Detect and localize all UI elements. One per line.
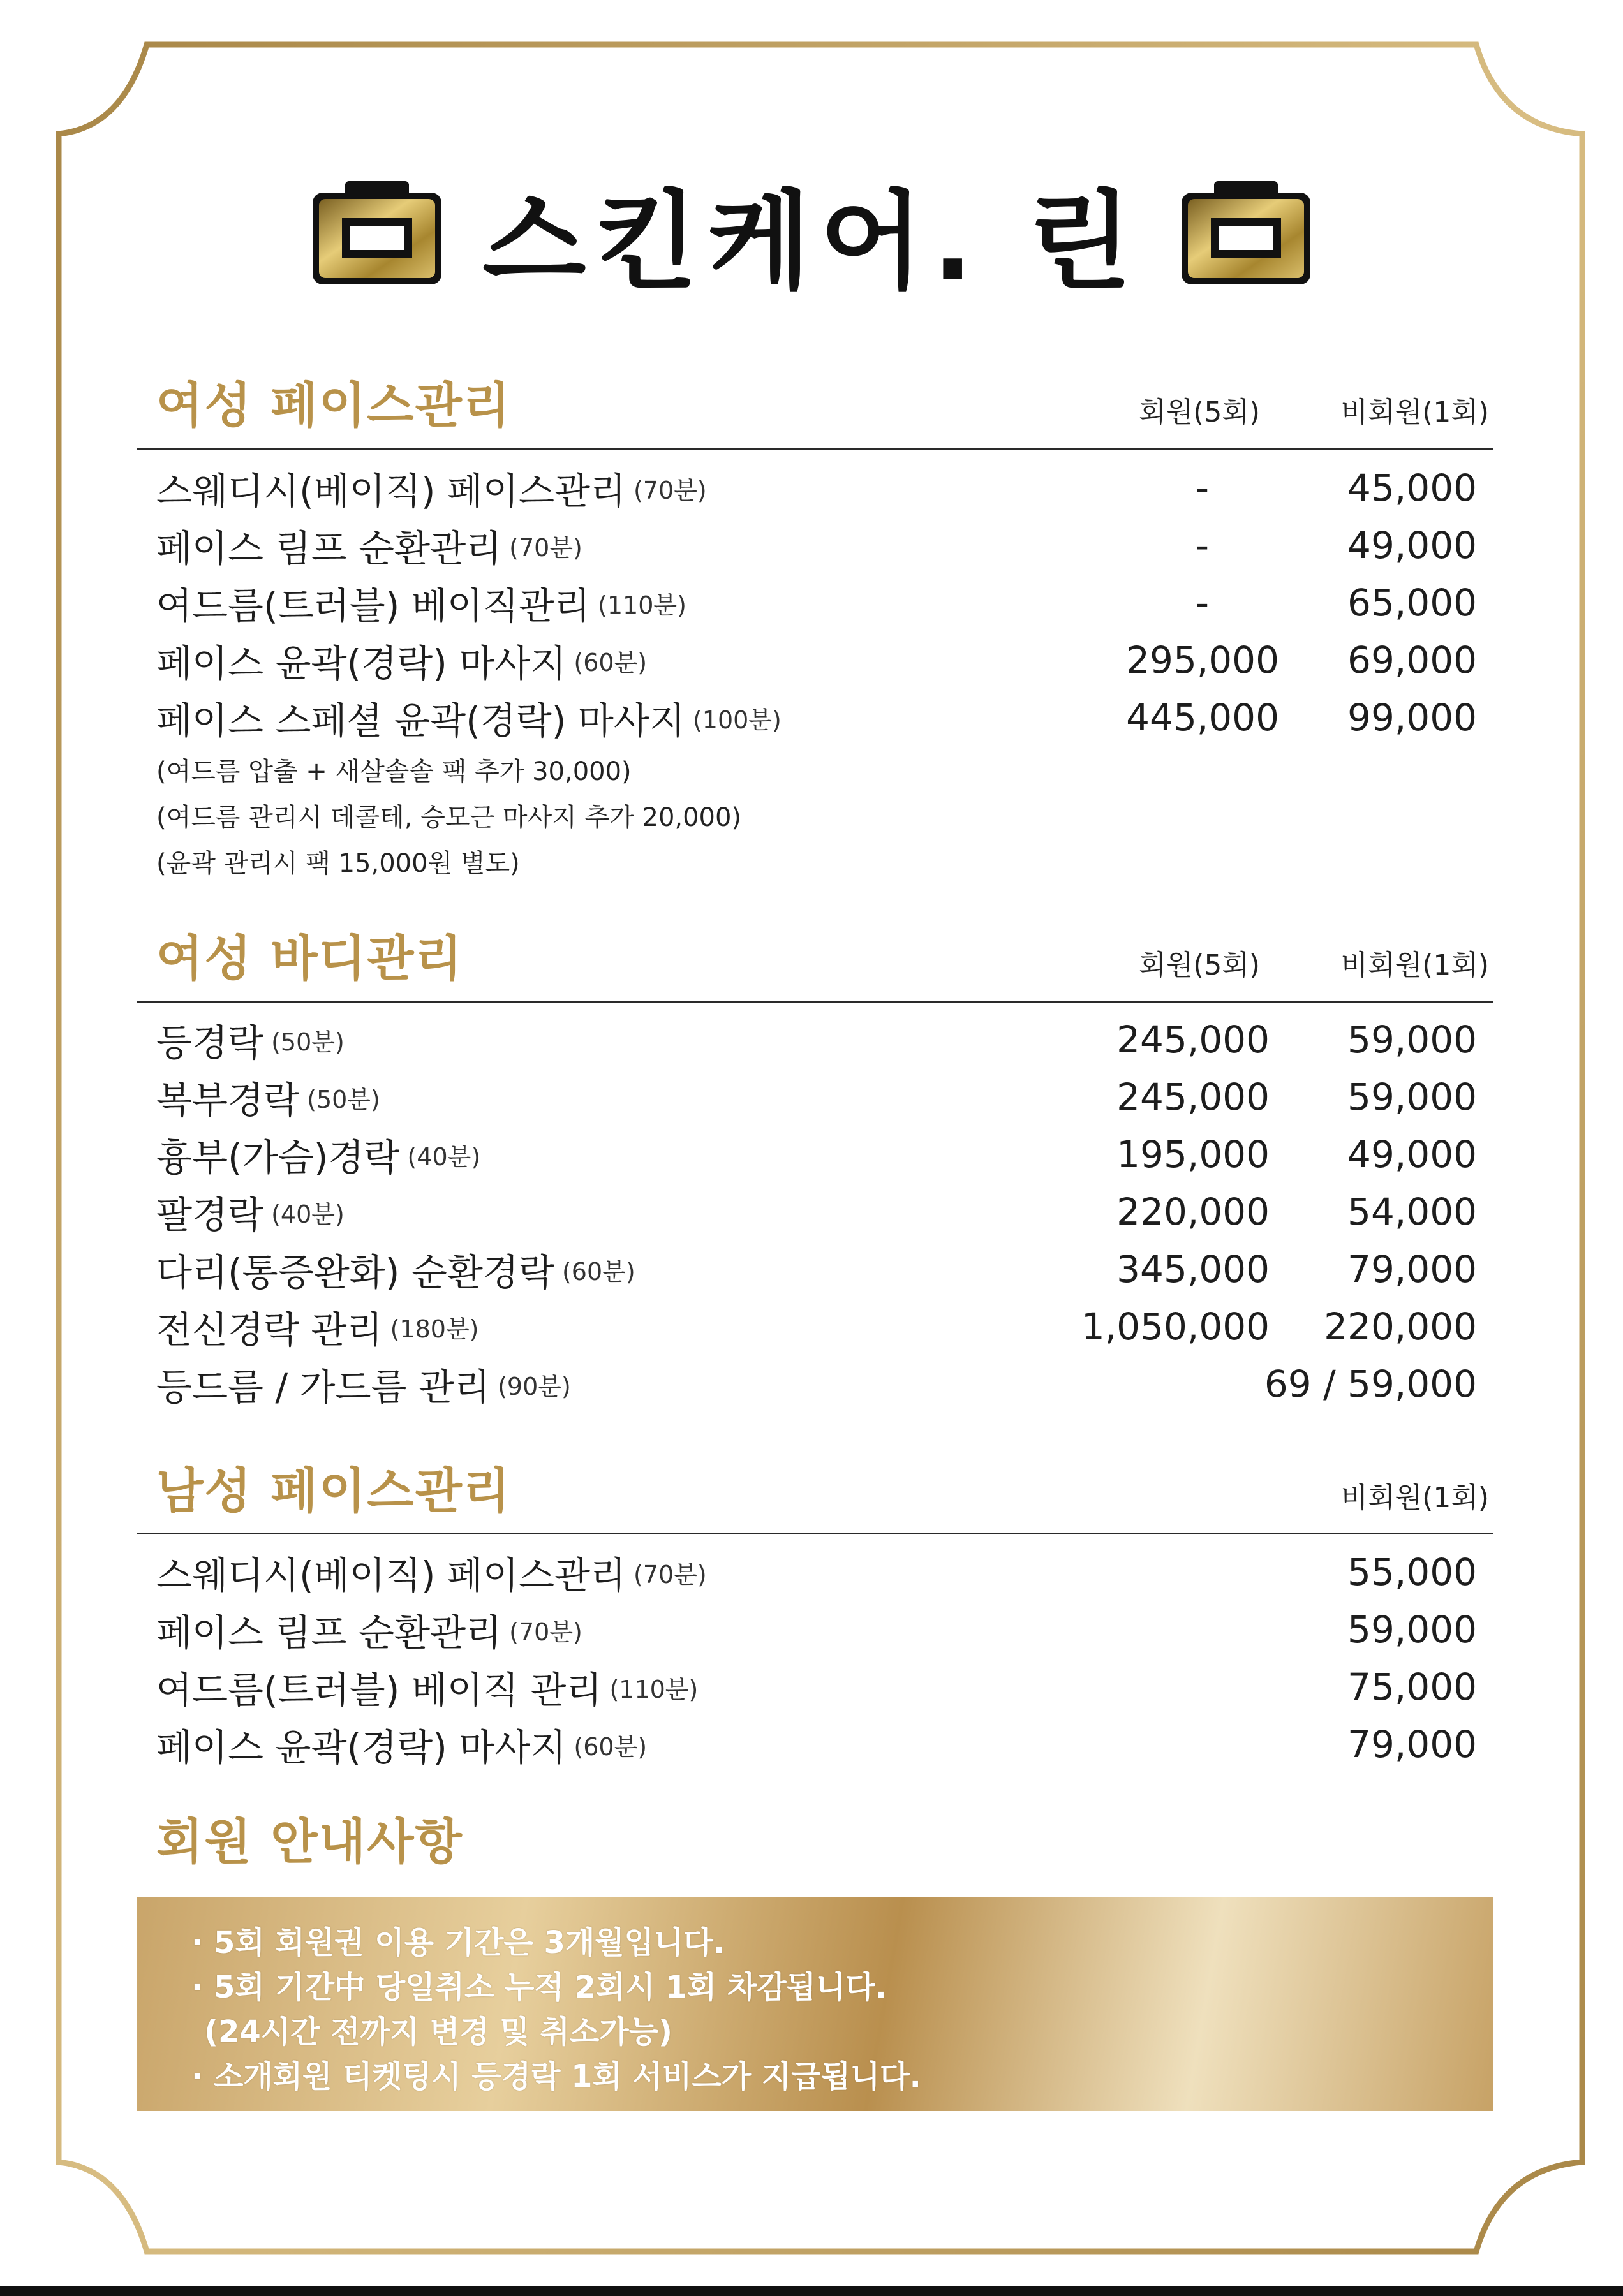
section-member-info-header — [156, 1813, 1493, 1883]
service-name: 스웨디시(베이직) 페이스관리 — [156, 469, 626, 513]
member-price: - — [1196, 581, 1209, 624]
member-price: 195,000 — [1116, 1133, 1270, 1176]
member-price: 445,000 — [1126, 696, 1279, 739]
service-name: 등경락 — [156, 1021, 264, 1064]
nonmember-price: 79,000 — [1347, 1723, 1477, 1766]
price-row — [156, 689, 1477, 746]
info-line: · 소개회원 티켓팅시 등경락 1회 서비스가 지급됩니다. — [191, 2059, 921, 2094]
member-price: 1,050,000 — [1081, 1305, 1270, 1348]
service-duration: (90분) — [498, 1372, 571, 1401]
header — [0, 172, 1623, 304]
column-header-nonmember: 비회원(1회) — [1340, 396, 1489, 429]
service-duration: (60분) — [561, 1257, 635, 1286]
service-duration: (180분) — [390, 1314, 479, 1343]
note: (여드름 관리시 데콜테, 승모근 마사지 추가 20,000) — [156, 803, 742, 832]
member-price: 345,000 — [1116, 1247, 1270, 1291]
divider — [137, 1001, 1493, 1003]
service-duration: (70분) — [634, 476, 707, 504]
service-name: 페이스 림프 순환관리 — [156, 527, 502, 570]
service-duration: (70분) — [634, 1560, 707, 1589]
nonmember-price: 220,000 — [1324, 1305, 1477, 1348]
service-duration: (110분) — [598, 591, 686, 619]
service-duration: (50분) — [307, 1085, 380, 1114]
nonmember-price: 59,000 — [1347, 1608, 1477, 1651]
nonmember-price: 49,000 — [1347, 1133, 1477, 1176]
price-row — [156, 1716, 1477, 1773]
service-name: 페이스 윤곽(경락) 마사지 — [156, 1726, 567, 1769]
info-line: (24시간 전까지 변경 및 취소가능) — [204, 2014, 672, 2050]
price-row — [156, 574, 1477, 631]
member-price: 245,000 — [1116, 1075, 1270, 1119]
section-title: 여성 페이스관리 — [156, 377, 512, 434]
camera-icon — [1179, 179, 1313, 287]
section-title: 남성 페이스관리 — [156, 1462, 512, 1519]
member-price: 295,000 — [1126, 638, 1279, 682]
nonmember-price: 45,000 — [1347, 466, 1477, 510]
nonmember-price: 59,000 — [1347, 1018, 1477, 1061]
service-duration: (100분) — [692, 705, 782, 734]
divider — [137, 1533, 1493, 1534]
member-price: 220,000 — [1116, 1190, 1270, 1233]
nonmember-price: 69 / 59,000 — [1264, 1362, 1477, 1406]
service-duration: (60분) — [574, 1732, 648, 1761]
price-row — [156, 459, 1477, 517]
price-row — [156, 1183, 1477, 1240]
price-row — [156, 1298, 1477, 1355]
member-price: - — [1196, 466, 1209, 510]
section-men-face-header — [156, 1462, 1493, 1532]
page-title: 스킨케어. 린 — [482, 179, 1141, 304]
price-row — [156, 1240, 1477, 1298]
service-name: 다리(통증완화) 순환경락 — [156, 1251, 554, 1294]
divider — [137, 448, 1493, 450]
service-duration: (70분) — [509, 1617, 582, 1646]
note: (윤곽 관리시 팩 15,000원 별도) — [156, 849, 520, 878]
nonmember-price: 49,000 — [1347, 524, 1477, 567]
service-duration: (60분) — [574, 648, 648, 677]
price-row — [156, 517, 1477, 574]
price-row — [156, 1658, 1477, 1716]
price-row — [156, 1601, 1477, 1658]
column-header-nonmember: 비회원(1회) — [1340, 1482, 1489, 1514]
info-line: · 5회 회원권 이용 기간은 3개월입니다. — [191, 1925, 725, 1961]
nonmember-price: 54,000 — [1347, 1190, 1477, 1233]
nonmember-price: 55,000 — [1347, 1550, 1477, 1594]
service-name: 페이스 림프 순환관리 — [156, 1611, 502, 1654]
camera-icon — [310, 179, 444, 287]
nonmember-price: 99,000 — [1347, 696, 1477, 739]
price-row — [156, 1068, 1477, 1126]
section-women-body-header — [156, 929, 1493, 999]
nonmember-price: 65,000 — [1347, 581, 1477, 624]
column-header-nonmember: 비회원(1회) — [1340, 949, 1489, 982]
column-header-member: 회원(5회) — [1139, 949, 1260, 982]
service-name: 팔경락 — [156, 1193, 264, 1237]
service-duration: (40분) — [271, 1200, 345, 1228]
member-price: - — [1196, 524, 1209, 567]
price-row — [156, 631, 1477, 689]
section-title: 회원 안내사항 — [156, 1813, 463, 1870]
note: (여드름 압출 + 새살솔솔 팩 추가 30,000) — [156, 757, 632, 786]
price-row — [156, 1011, 1477, 1068]
section-title: 여성 바디관리 — [156, 930, 463, 987]
nonmember-price: 79,000 — [1347, 1247, 1477, 1291]
column-header-member: 회원(5회) — [1139, 396, 1260, 429]
service-duration: (40분) — [407, 1142, 481, 1171]
section-women-face-header — [156, 376, 1493, 446]
nonmember-price: 75,000 — [1347, 1665, 1477, 1709]
service-name: 복부경락 — [156, 1078, 300, 1122]
service-name: 여드름(트러블) 베이직관리 — [156, 584, 591, 628]
service-duration: (70분) — [509, 533, 582, 562]
service-name: 흉부(가슴)경락 — [156, 1136, 400, 1179]
member-price: 245,000 — [1116, 1018, 1270, 1061]
service-name: 스웨디시(베이직) 페이스관리 — [156, 1554, 626, 1597]
price-row — [156, 1355, 1477, 1413]
info-line: · 5회 기간中 당일취소 누적 2회시 1회 차감됩니다. — [191, 1969, 887, 2005]
service-name: 여드름(트러블) 베이직 관리 — [156, 1668, 602, 1712]
price-row — [156, 1126, 1477, 1183]
nonmember-price: 59,000 — [1347, 1075, 1477, 1119]
service-name: 전신경락 관리 — [156, 1308, 383, 1351]
service-name: 페이스 윤곽(경락) 마사지 — [156, 642, 567, 685]
service-name: 등드름 / 가드름 관리 — [156, 1365, 491, 1409]
service-duration: (50분) — [271, 1027, 345, 1056]
member-info-box — [137, 1897, 1493, 2111]
service-name: 페이스 스페셜 윤곽(경락) 마사지 — [156, 699, 685, 742]
price-row — [156, 1543, 1477, 1601]
service-duration: (110분) — [609, 1675, 699, 1704]
nonmember-price: 69,000 — [1347, 638, 1477, 682]
